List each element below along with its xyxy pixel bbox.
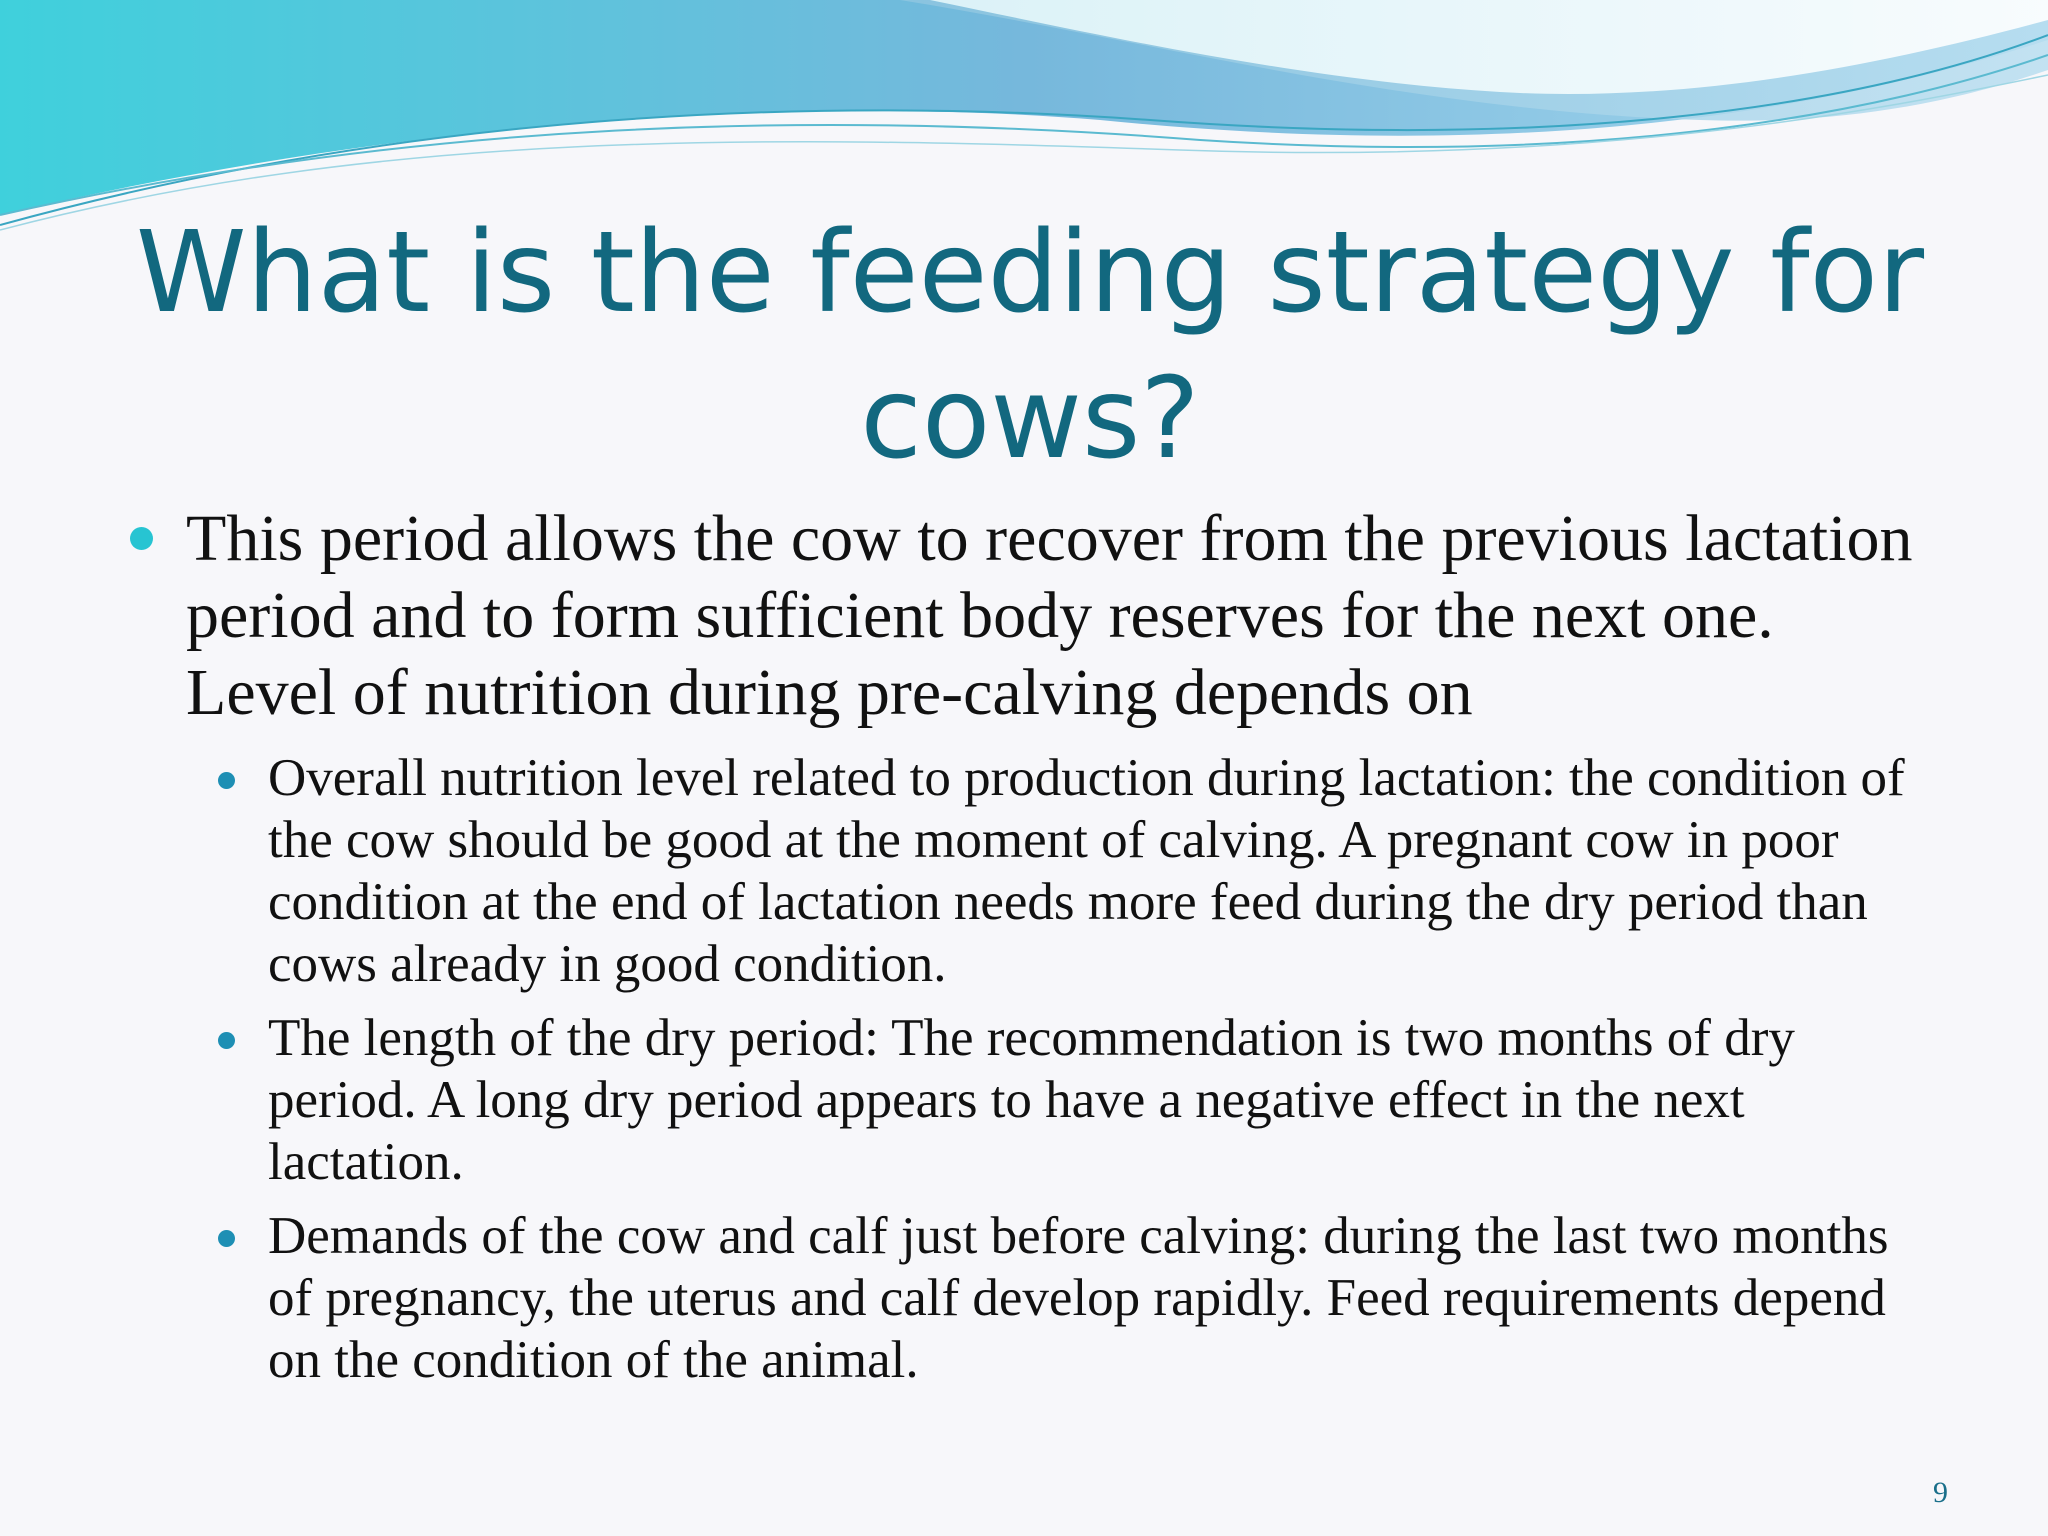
- bullet-dot-icon: [130, 527, 153, 550]
- slide-content: [120, 500, 1940, 1403]
- bullet-dot-icon: [218, 1230, 235, 1247]
- bullet-item: [120, 500, 1940, 731]
- sub-bullet-item: [268, 747, 1940, 995]
- sub-bullet-list: [120, 747, 1940, 1391]
- sub-bullet-text: Overall nutrition level related to production during lactation: the condition of the cow should be good at the moment of calving. A pregnant cow in poor condition at the end of lactation needs more feed during the dry period than cows already in good condition.: [268, 749, 1905, 993]
- bullet-dot-icon: [218, 1032, 235, 1049]
- page-number: 9: [1933, 1476, 1948, 1509]
- sub-bullet-text: The length of the dry period: The recommendation is two months of dry period. A long dry period appears to have a negative effect in the next lactation.: [268, 1009, 1795, 1191]
- sub-bullet-item: [268, 1007, 1940, 1193]
- bullet-text: This period allows the cow to recover from the previous lactation period and to form sufficient body reserves for the next one. Level of nutrition during pre-calving depends on: [186, 502, 1913, 729]
- sub-bullet-item: [268, 1205, 1940, 1391]
- slide-title: What is the feeding strategy for cows?: [135, 208, 1925, 484]
- sub-bullet-text: Demands of the cow and calf just before calving: during the last two months of pregnancy, the uterus and calf develop rapidly. Feed requirements depend on the condition of the animal.: [268, 1207, 1889, 1389]
- bullet-dot-icon: [218, 772, 235, 789]
